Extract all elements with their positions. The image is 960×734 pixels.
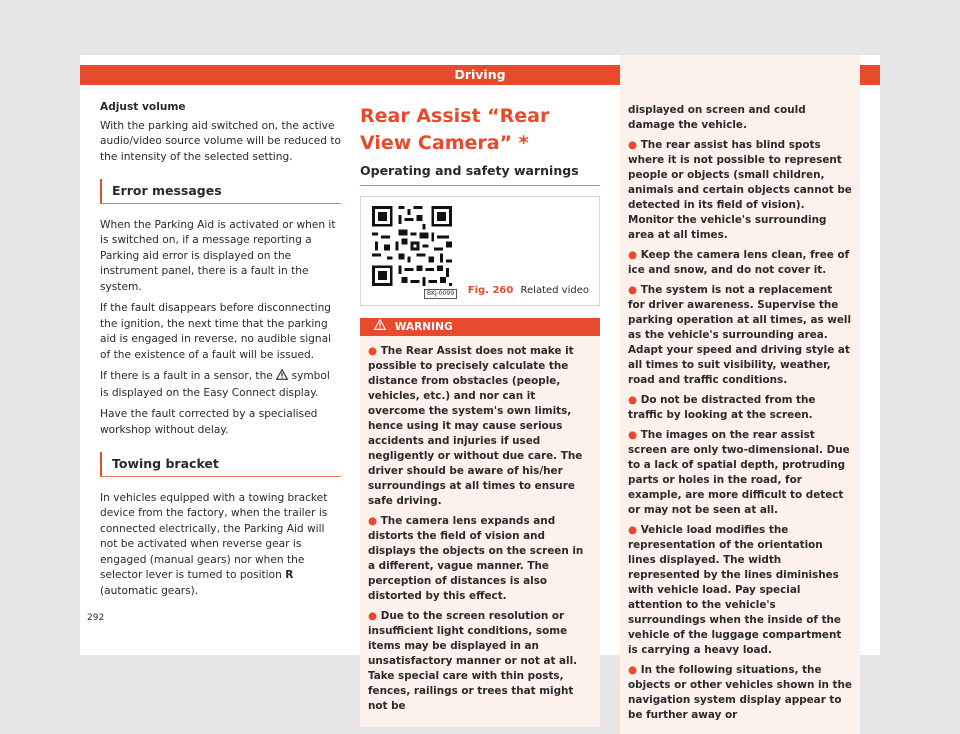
operating-warnings-heading: Operating and safety warnings	[360, 163, 600, 186]
warning-item-text: In the following situations, the objects or other vehicles shown in the navigation system display appear to be further away or	[628, 664, 852, 721]
warning-continuation: displayed on screen and could damage the vehicle.	[628, 104, 806, 131]
error-paragraph-3-end: symbol is displayed on the Easy Connect display.	[100, 370, 330, 399]
qr-code-icon[interactable]	[369, 203, 455, 289]
warning-item-text: Due to the screen resolution or insufficient light conditions, some items may be displayed in an unsatisfactory manner or not at all. Take special care with thin posts, fences, railings or trees that might not be	[368, 609, 578, 712]
towing-text-end: (automatic gears).	[100, 584, 199, 597]
towing-text-start: In vehicles equipped with a towing bracket device from the factory, when the trailer is connected electrically, the Parking Aid will not be activated when reverse gear is engaged (manual gears) nor when the selector lever is turned to position	[100, 491, 328, 581]
error-paragraph-3-start: If there is a fault in a sensor, the	[100, 370, 273, 382]
warning-item: ● Keep the camera lens clean, free of ice and snow, and do not cover it.	[628, 249, 850, 276]
figure-caption	[468, 283, 589, 299]
page-number: 292	[87, 613, 105, 623]
qr-code-label: BKJ-0099	[424, 289, 457, 299]
warning-item: ● In the following situations, the objects or other vehicles shown in the navigation system display appear to be further away or	[628, 664, 852, 721]
figure-caption-text: Related video	[520, 285, 589, 296]
warning-label: WARNING	[394, 320, 453, 333]
error-paragraph-2: If the fault disappears before disconnecting the ignition, the next time that the parking aid is engaged in reverse, no audible signal of the existence of a fault will be issued.	[100, 302, 332, 361]
error-paragraph-1: When the Parking Aid is activated or when it is switched on, if a message reporting a Parking aid error is displayed on the instrument panel, there is a fault in the system.	[100, 218, 336, 293]
error-paragraph-4: Have the fault corrected by a specialised workshop without delay.	[100, 408, 318, 436]
warning-item: ● Due to the screen resolution or insufficient light conditions, some items may be displayed in an unsatisfactory manner or not at all. Take special care with thin posts, fences, railings or trees that might not be	[368, 609, 578, 712]
warning-item-text: Keep the camera lens clean, free of ice and snow, and do not cover it.	[628, 249, 850, 276]
towing-gear-r: R	[285, 569, 294, 581]
column-middle	[360, 103, 600, 727]
error-paragraph-3	[100, 369, 341, 401]
warning-item-text: The Rear Assist does not make it possible to precisely calculate the distance from obstacles (people, vehicles, etc.) and nor can it overcome the system's own limits, hence using it may cause serious accidents and injuries if used negligently or without due care. The driver should be aware of his/her surroundings at all times to ensure safe driving.	[368, 344, 583, 507]
warning-box	[360, 318, 600, 727]
warning-item: ● The rear assist has blind spots where it is not possible to represent people or objects (small children, animals and certain objects cannot be detected in its field of vision). Monitor the vehicle's surrounding area at all times.	[628, 139, 852, 241]
warning-item-text: The camera lens expands and distorts the field of vision and displays the objects on the screen in a different, vague manner. The perception of distances is also distorted by this effect.	[368, 514, 584, 602]
warning-item-text: The rear assist has blind spots where it is not possible to represent people or objects (small children, animals and certain objects cannot be detected in its field of vision). Monitor the vehicle's surrounding area at all times.	[628, 139, 852, 241]
manual-page	[80, 55, 880, 721]
warning-item: ● The system is not a replacement for driver awareness. Supervise the parking operation at all times, as well as the vehicle's surrounding area. Adapt your speed and driving style at all times to suit visibility, weather, road and traffic conditions.	[628, 284, 852, 386]
adjust-volume-text: With the parking aid switched on, the active audio/video source volume will be reduced to the intensity of the selected setting.	[100, 119, 342, 163]
section-header: Driving	[80, 65, 880, 85]
warning-box-continued	[620, 55, 860, 734]
error-messages-heading: Error messages	[100, 179, 341, 204]
warning-item-text: Vehicle load modifies the representation of the orientation lines displayed. The width represented by the lines diminishes with vehicle load. Pay special attention to the vehicle's surroundings when the inside of the vehicle of the luggage compartment is carrying a heavy load.	[628, 524, 842, 656]
warning-item-text: Do not be distracted from the traffic by looking at the screen.	[628, 394, 816, 421]
warning-item: ● The camera lens expands and distorts the field of vision and displays the objects on the screen in a different, vague manner. The perception of distances is also distorted by this effect.	[368, 514, 584, 602]
warning-item: ● The Rear Assist does not make it possible to precisely calculate the distance from obstacles (people, vehicles, etc.) and nor can it overcome the system's own limits, hence using it may cause serious accidents and injuries if used negligently or without due care. The driver should be aware of his/her surroundings at all times to ensure safe driving.	[368, 344, 583, 507]
rear-assist-title: Rear Assist “Rear View Camera” *	[360, 105, 550, 154]
towing-bracket-heading: Towing bracket	[100, 452, 341, 477]
warning-item: ● Do not be distracted from the traffic by looking at the screen.	[628, 394, 816, 421]
warning-header	[360, 318, 600, 336]
towing-paragraph	[100, 491, 341, 600]
figure-number: Fig. 260	[467, 285, 514, 296]
warning-item: ● Vehicle load modifies the representation of the orientation lines displayed. The width represented by the lines diminishes with vehicle load. Pay special attention to the vehicle's surroundings when the inside of the vehicle of the luggage compartment is carrying a heavy load.	[628, 524, 842, 656]
column-right	[620, 103, 860, 734]
warning-triangle-icon	[374, 318, 386, 336]
column-left	[100, 100, 341, 605]
adjust-volume-title: Adjust volume	[100, 101, 186, 113]
warning-triangle-icon	[276, 369, 288, 386]
warning-item-text: The system is not a replacement for driver awareness. Supervise the parking operation at all times, as well as the vehicle's surrounding area. Adapt your speed and driving style at all times to suit visibility, weather, road and traffic conditions.	[628, 284, 852, 386]
warning-item: ● The images on the rear assist screen are only two-dimensional. Due to a lack of spatial depth, protruding parts or holes in the road, for example, are more difficult to detect or may not be seen at all.	[628, 429, 850, 516]
figure-260	[360, 196, 600, 306]
warning-item-text: The images on the rear assist screen are only two-dimensional. Due to a lack of spatial depth, protruding parts or holes in the road, for example, are more difficult to detect or may not be seen at all.	[628, 429, 850, 516]
